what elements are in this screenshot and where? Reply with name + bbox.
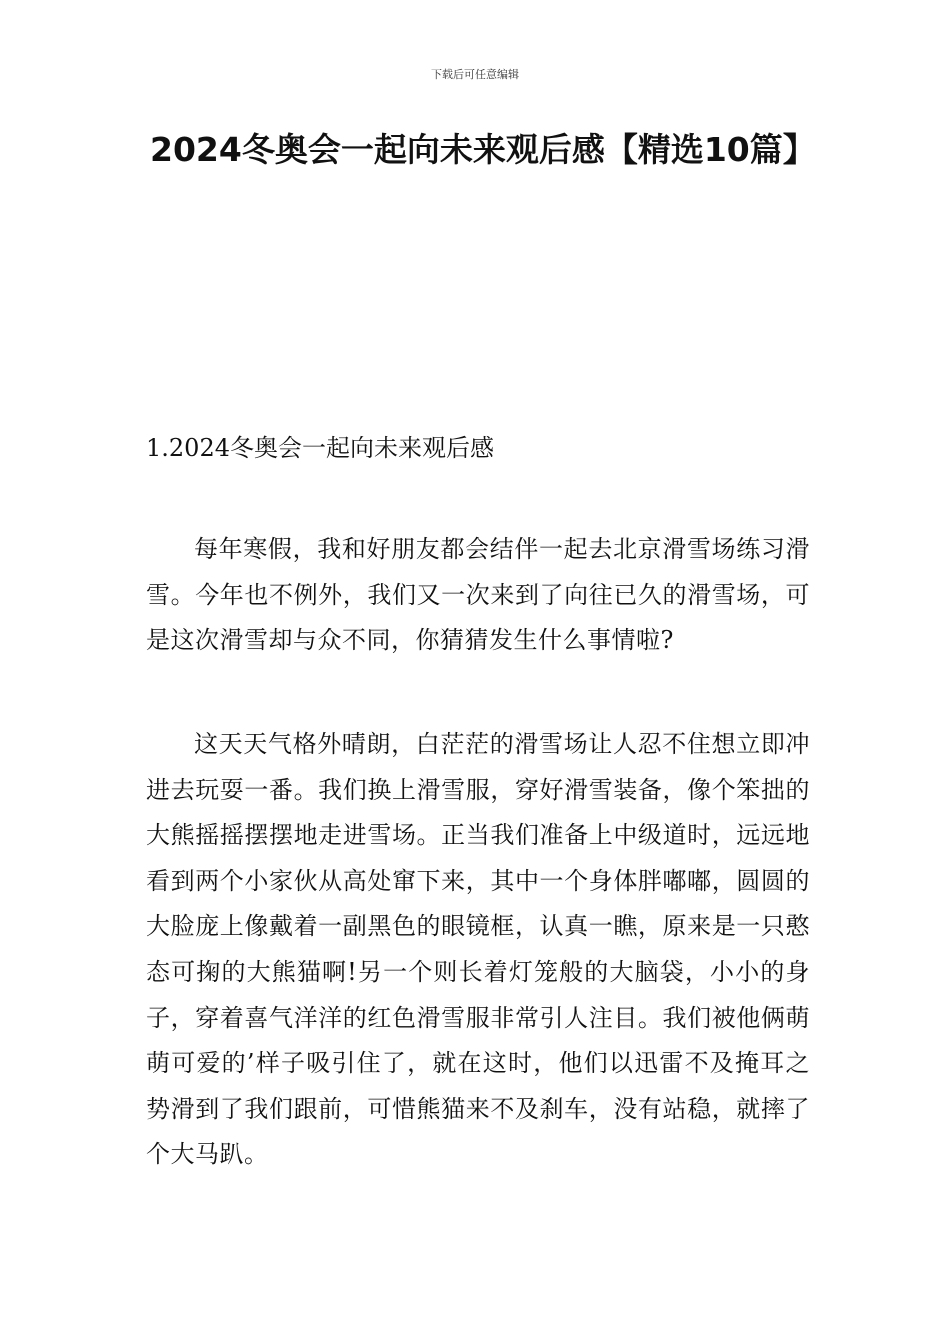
document-title: 2024冬奥会一起向未来观后感【精选10篇】 xyxy=(150,130,816,169)
section-heading: 1.2024冬奥会一起向未来观后感 xyxy=(146,434,494,462)
body-paragraph-1: 每年寒假，我和好朋友都会结伴一起去北京滑雪场练习滑雪。今年也不例外，我们又一次来到了向往已久的滑雪场，可是这次滑雪却与众不同，你猜猜发生什么事情啦? xyxy=(146,535,810,655)
header-note: 下载后可任意编辑 xyxy=(431,68,519,81)
body-paragraph-2: 这天天气格外晴朗，白茫茫的滑雪场让人忍不住想立即冲进去玩耍一番。我们换上滑雪服，穿好滑雪装备，像个笨拙的大熊摇摇摆摆地走进雪场。正当我们准备上中级道时，远远地看到两个小家伙从高处窜下来，其中一个身体胖嘟嘟，圆圆的大脸庞上像戴着一副黑色的眼镜框，认真一瞧，原来是一只憨态可掬的大熊猫啊!另一个则长着灯笼般的大脑袋，小小的身子，穿着喜气洋洋的红色滑雪服非常引人注目。我们被他俩萌萌可爱的’样子吸引住了，就在这时，他们以迅雷不及掩耳之势滑到了我们跟前，可惜熊猫来不及刹车，没有站稳，就摔了个大马趴。 xyxy=(146,730,810,1169)
